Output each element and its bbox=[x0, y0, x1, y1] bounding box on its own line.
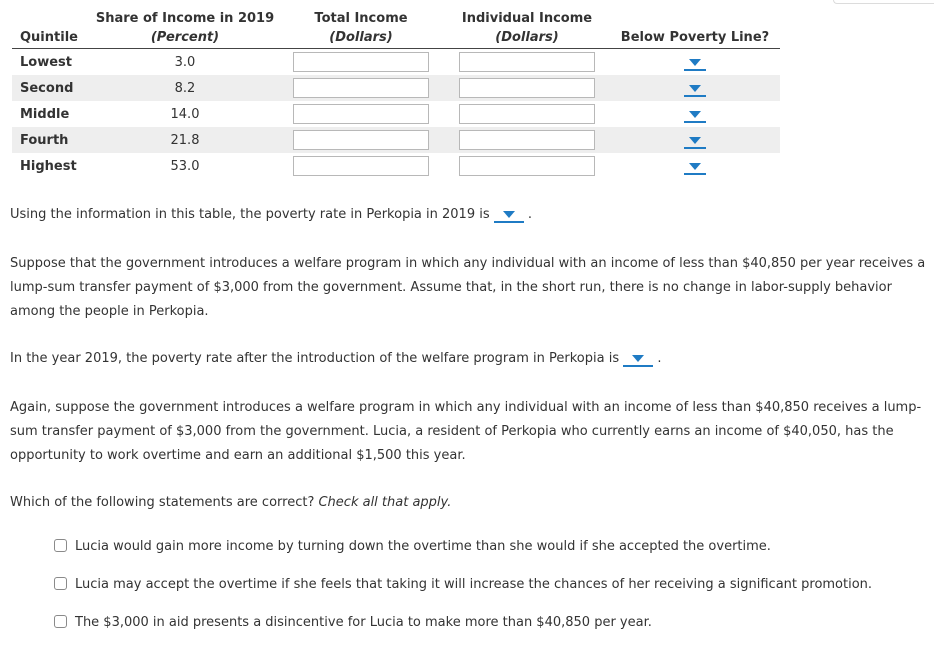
poverty-rate-after-dropdown[interactable] bbox=[623, 350, 653, 367]
question-poverty-rate-after bbox=[10, 347, 928, 371]
total-income-input[interactable] bbox=[293, 104, 429, 124]
question-text: Using the information in this table, the poverty rate in Perkopia in 2019 is bbox=[10, 207, 490, 222]
quintile-label: Middle bbox=[20, 106, 70, 122]
header-total-unit: (Dollars) bbox=[329, 29, 393, 45]
corner-decoration bbox=[833, 0, 934, 4]
header-blank bbox=[12, 2, 92, 26]
share-value: 8.2 bbox=[92, 75, 278, 101]
quintile-label: Lowest bbox=[20, 54, 72, 70]
header-individual-income: Individual Income bbox=[461, 11, 593, 26]
checkbox[interactable] bbox=[54, 539, 67, 552]
share-value: 14.0 bbox=[170, 106, 200, 122]
table-row bbox=[12, 153, 780, 179]
option-checkbox-1[interactable] bbox=[54, 539, 771, 555]
total-income-input[interactable] bbox=[293, 130, 429, 150]
quintile-label: Highest bbox=[20, 158, 77, 174]
individual-income-input[interactable] bbox=[459, 78, 595, 98]
option-label: Lucia would gain more income by turning down the overtime than she would if she accepted the overtime. bbox=[75, 539, 771, 554]
poverty-dropdown[interactable] bbox=[684, 106, 706, 123]
option-checkbox-3[interactable] bbox=[54, 615, 652, 631]
header-share: Share of Income in 2019 bbox=[95, 11, 275, 26]
welfare-paragraph-2: Again, suppose the government introduces a welfare program in which any individual with an income of less than $40,850 receives a lump-sum transfer payment of $3,000 from the government. Lucia, a resident of Perkopia who currently earns an income of $40,050, has the opportunity to work overtime and earn an additional $1,500 this year. bbox=[10, 400, 922, 463]
header-blank-2 bbox=[610, 2, 780, 26]
table-row bbox=[12, 49, 780, 76]
option-label: The $3,000 in aid presents a disincentive for Lucia to make more than $40,850 per year. bbox=[75, 615, 652, 630]
poverty-dropdown[interactable] bbox=[684, 80, 706, 97]
total-income-input[interactable] bbox=[293, 156, 429, 176]
checkbox[interactable] bbox=[54, 615, 67, 628]
poverty-dropdown[interactable] bbox=[684, 158, 706, 175]
total-income-input[interactable] bbox=[293, 78, 429, 98]
question-statements bbox=[10, 491, 928, 515]
question-text: In the year 2019, the poverty rate after the introduction of the welfare program in Perkopia is bbox=[10, 351, 620, 366]
share-value: 21.8 bbox=[92, 127, 278, 153]
individual-income-input[interactable] bbox=[459, 52, 595, 72]
welfare-paragraph-1: Suppose that the government introduces a welfare program in which any individual with an income of less than $40,850 per year receives a lump-sum transfer payment of $3,000 from the government. Assume that, in the short run, there is no change in labor-supply behavior among the people in Perkopia. bbox=[10, 256, 926, 319]
question-end: . bbox=[657, 351, 662, 366]
individual-income-input[interactable] bbox=[459, 130, 595, 150]
table-row bbox=[12, 101, 780, 127]
individual-income-input[interactable] bbox=[459, 156, 595, 176]
header-poverty: Below Poverty Line? bbox=[610, 26, 780, 49]
question-text: Which of the following statements are correct? bbox=[10, 495, 315, 510]
question-instruction: Check all that apply. bbox=[318, 495, 452, 510]
income-table bbox=[12, 2, 780, 179]
header-individual-unit: (Dollars) bbox=[495, 29, 559, 45]
individual-income-input[interactable] bbox=[459, 104, 595, 124]
table-row bbox=[12, 75, 780, 101]
header-share-unit: (Percent) bbox=[150, 29, 220, 45]
checkbox[interactable] bbox=[54, 577, 67, 590]
share-value: 53.0 bbox=[170, 158, 200, 174]
poverty-dropdown[interactable] bbox=[684, 54, 706, 71]
share-value: 3.0 bbox=[174, 54, 196, 70]
quintile-label: Fourth bbox=[12, 127, 92, 153]
poverty-dropdown[interactable] bbox=[684, 132, 706, 149]
option-label: Lucia may accept the overtime if she feels that taking it will increase the chances of her receiving a significant promotion. bbox=[75, 577, 873, 592]
quintile-label: Second bbox=[12, 75, 92, 101]
header-quintile: Quintile bbox=[12, 26, 92, 49]
question-poverty-rate-2019 bbox=[10, 203, 928, 227]
header-total-income: Total Income bbox=[314, 11, 408, 26]
poverty-rate-dropdown[interactable] bbox=[494, 206, 524, 223]
question-end: . bbox=[527, 207, 533, 222]
total-income-input[interactable] bbox=[293, 52, 429, 72]
option-checkbox-2[interactable] bbox=[54, 577, 872, 593]
table-row bbox=[12, 127, 780, 153]
